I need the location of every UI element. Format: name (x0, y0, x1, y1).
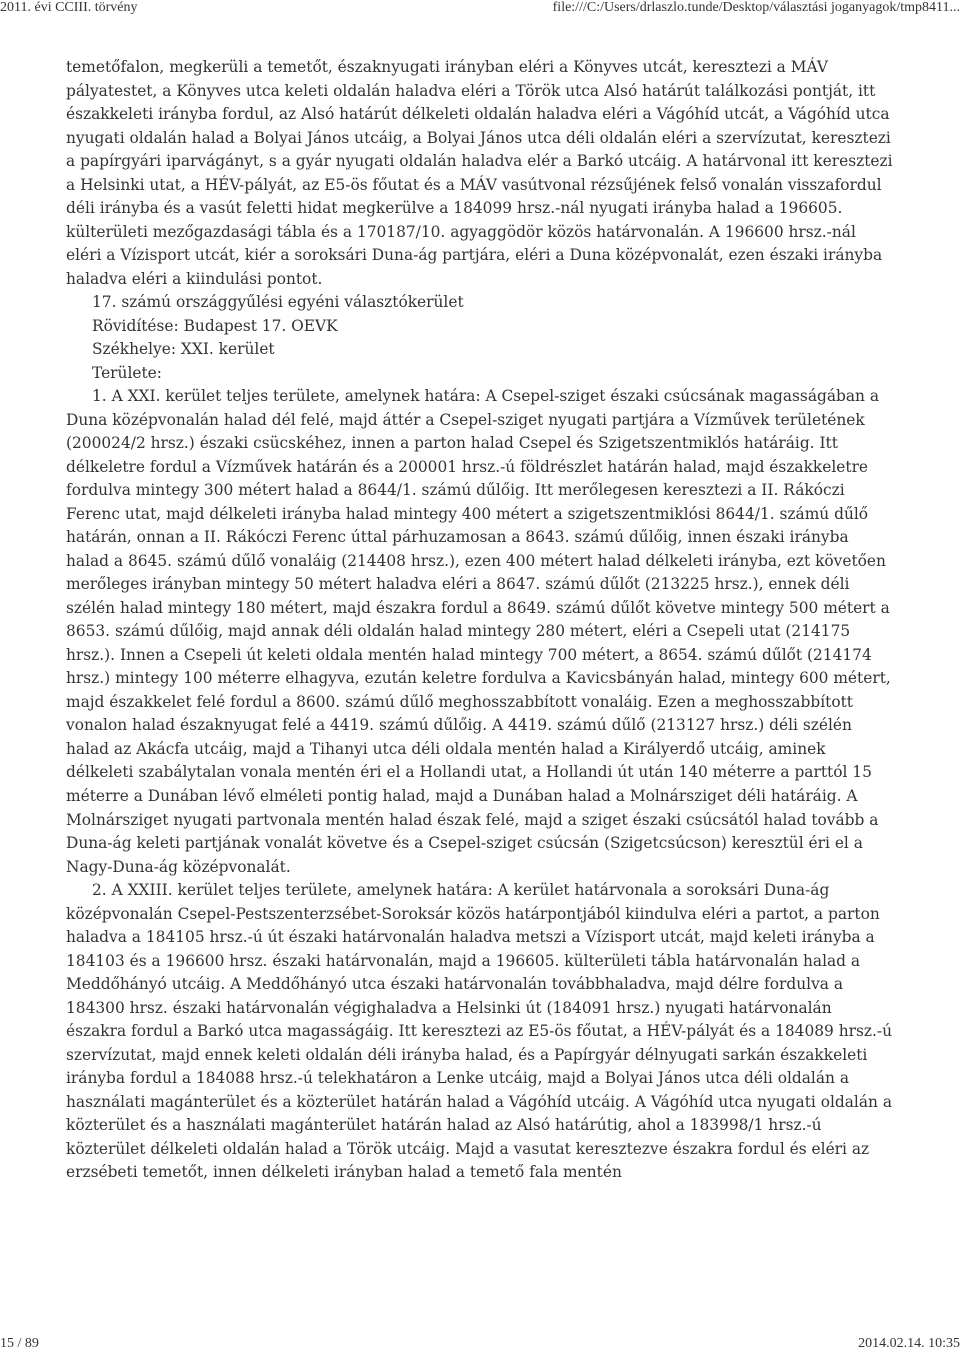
print-header-file-path: file:///C:/Users/drlaszlo.tunde/Desktop/választási joganyagok/tmp8411... (552, 0, 960, 15)
area-item-2: 2. A XXIII. kerület teljes területe, amelynek határa: A kerület határvonala a soroksári Duna-ág középvonalán Csepel-Pestszenterzsébet-Soroksár közös határpontjából kiindulva eléri a partot, a parton haladva a 184105 hrsz.-ú út északi határvonalán haladva metszi a Vízisport utcát, majd keleti irányba a 184103 és a 196600 hrsz. északi határvonalán, majd a 196605. külterületi tábla határvonalán halad a Meddőhányó utcáig. A Meddőhányó utca északi határvonalán továbbhaladva, majd délre fordulva a 184300 hrsz. északi határvonalán végighaladva a Helsinki út (184091 hrsz.) nyugati határvonalán északra fordul a Barkó utca magasságáig. Itt keresztezi az E5-ös főutat, a HÉV-pályát és a 184089 hrsz.-ú szervízutat, majd ennek keleti oldalán déli irányba halad, és a Papírgyár délnyugati sarkán északkeleti irányba fordul a 184088 hrsz.-ú telekhatáron a Lenke utcáig, majd a Bolyai János utca déli oldalán a használati magánterület és a közterület határán halad a Vágóhíd utcáig. A Vágóhíd utca nyugati oldalán a közterület és a használati magánterület határán halad az Alsó határútig, ahol a 183998/1 hrsz.-ú közterület délkeleti oldalán halad a Török utcáig. Majd a vasutat keresztezve északra fordul és eléri az erzsébeti temetőt, innen délkeleti irányban halad a temető fala mentén (66, 881, 893, 1182)
print-header-title: 2011. évi CCIII. törvény (0, 0, 138, 15)
paragraph-continued: temetőfalon, megkerüli a temetőt, északnyugati irányban eléri a Könyves utcát, keresztezi a MÁV pályatestet, a Könyves utca keleti oldalán haladva eléri a Török utca Alsó határút találkozási pontját, itt északkeleti irányba fordul, az Alsó határút délkeleti oldalán haladva eléri a Vágóhíd utcát, a Vágóhíd utca nyugati oldalán halad a Bolyai János utcáig, a Bolyai János utca déli oldalán eléri a szervízutat, keresztezi a papírgyári iparvágányt, s a gyár nyugati oldalán haladva elér a Barkó utcáig. A határvonal itt keresztezi a Helsinki utat, a HÉV-pályát, az E5-ös főutat és a MÁV vasútvonal rézsűjének felső vonalán visszafordul déli irányba és a vasút feletti hidat megkerülve a 184099 hrsz.-nál nyugati irányba halad a 196605. külterületi mezőgazdasági tábla és a 170187/10. agyaggödör közös határvonalán. A 196600 hrsz.-nál eléri a Vízisport utcát, kiér a soroksári Duna-ág partjára, eléri a Duna középvonalát, ezen északi irányba haladva eléri a kiindulási pontot. (66, 58, 893, 288)
district-title: 17. számú országgyűlési egyéni választókerület (92, 293, 464, 312)
district-area-label: Területe: (92, 363, 162, 382)
document-body (66, 56, 896, 1185)
print-datetime: 2014.02.14. 10:35 (858, 1336, 960, 1351)
district-seat: Székhelye: XXI. kerület (92, 340, 275, 359)
area-item-1: 1. A XXI. kerület teljes területe, amelynek határa: A Csepel-sziget északi csúcsának magasságában a Duna középvonalán halad dél felé, majd áttér a Csepel-sziget nyugati partjára a Vízművek területének (200024/2 hrsz.) északi csücskéhez, innen a parton halad Csepel és Szigetszentmiklós határáig. Itt délkeletre fordul a Vízművek határán és a 200001 hrsz.-ú földrészlet határán halad, majd északkeletre fordulva mintegy 300 métert halad a 8644/1. számú dűlőig. Itt merőlegesen keresztezi a II. Rákóczi Ferenc utat, majd délkeleti irányba halad mintegy 400 métert a szigetszentmiklósi 8644/1. számú dűlő határán, onnan a II. Rákóczi Ferenc úttal párhuzamosan a 8643. számú dűlőig, innen északi irányba halad a 8645. számú dűlő vonaláig (214408 hrsz.), ezen 400 métert halad délkeleti irányba, ezt követően merőleges irányban mintegy 50 métert haladva eléri a 8647. számú dűlőt (213225 hrsz.), ennek déli szélén halad mintegy 180 métert, majd északra fordul a 8649. számú dűlőt követve mintegy 500 métert a 8653. számú dűlőig, majd annak déli oldalán halad mintegy 280 métert, eléri a Csepeli utat (214175 hrsz.). Innen a Csepeli út keleti oldala mentén halad mintegy 700 métert, a 8654. számú dűlőt (214174 hrsz.) mintegy 100 méterre elhagyva, ezután keletre fordulva a Kavicsbányán halad, mintegy 600 métert, majd északkelet felé fordul a 8600. számú dűlő meghosszabbított vonaláig. Ezen a meghosszabbított vonalon halad északnyugat felé a 4419. számú dűlőig. A 4419. számú dűlő (213127 hrsz.) déli szélén halad az Akácfa utcáig, majd a Tihanyi utca déli oldala mentén halad a Királyerdő utcáig, aminek délkeleti szabálytalan vonala mentén éri el a Hollandi utat, a Hollandi út után 140 méterre a parttól 15 méterre a Dunában lévő elméleti pontig halad, majd a Dunában halad a Molnársziget déli határáig. A Molnársziget nyugati partvonala mentén halad észak felé, majd a sziget északi csúcsától halad tovább a Duna-ág keleti partjának vonalát követve és a Csepel-sziget csúcsán (Szigetcsúcson) keresztül éri el a Nagy-Duna-ág középvonalát. (66, 387, 891, 876)
page-number: 15 / 89 (0, 1336, 39, 1351)
district-abbreviation: Rövidítése: Budapest 17. OEVK (92, 316, 338, 335)
